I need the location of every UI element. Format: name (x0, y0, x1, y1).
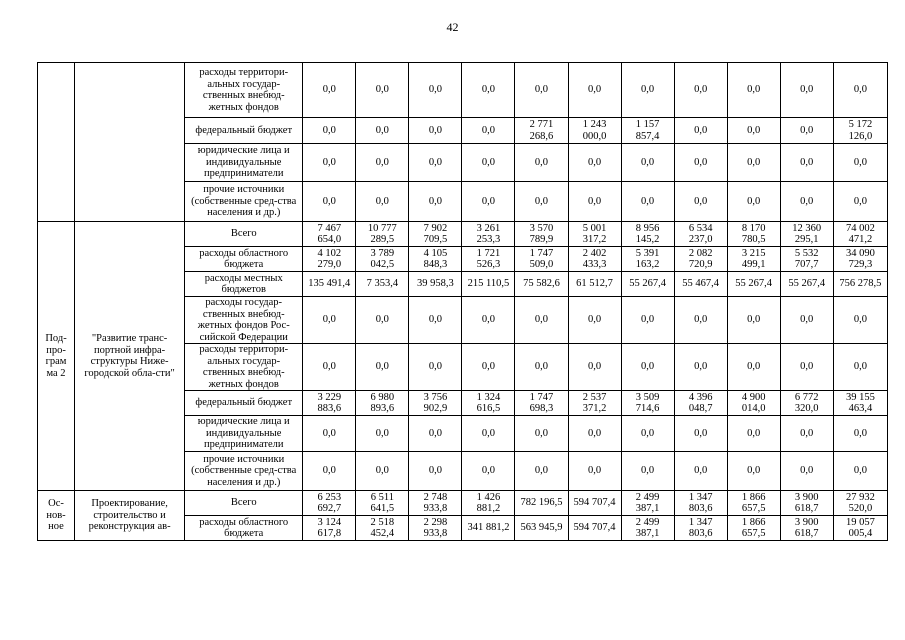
value-cell: 0,0 (356, 344, 409, 391)
value-cell: 34 090 729,3 (833, 247, 887, 272)
value-cell: 0,0 (833, 182, 887, 222)
value-cell: 7 353,4 (356, 272, 409, 297)
value-cell: 0,0 (515, 416, 568, 452)
funding-source-cell: федеральный бюджет (185, 391, 303, 416)
value-cell: 0,0 (515, 144, 568, 182)
value-cell: 0,0 (780, 344, 833, 391)
value-cell: 39 155 463,4 (833, 391, 887, 416)
table-row (38, 222, 888, 247)
value-cell: 0,0 (674, 182, 727, 222)
value-cell: 6 253 692,7 (303, 491, 356, 516)
funding-source-cell: федеральный бюджет (185, 118, 303, 144)
value-cell: 3 261 253,3 (462, 222, 515, 247)
program-label-cell (38, 63, 75, 222)
funding-source-cell: Всего (185, 491, 303, 516)
funding-source-cell: юридические лица и индивидуальные предприниматели (185, 416, 303, 452)
value-cell: 2 499 387,1 (621, 491, 674, 516)
value-cell: 4 396 048,7 (674, 391, 727, 416)
value-cell: 0,0 (462, 297, 515, 344)
value-cell: 4 900 014,0 (727, 391, 780, 416)
value-cell: 0,0 (303, 297, 356, 344)
value-cell: 0,0 (833, 297, 887, 344)
value-cell: 0,0 (409, 416, 462, 452)
value-cell: 756 278,5 (833, 272, 887, 297)
value-cell: 215 110,5 (462, 272, 515, 297)
value-cell: 0,0 (833, 63, 887, 118)
value-cell: 0,0 (303, 182, 356, 222)
value-cell: 5 172 126,0 (833, 118, 887, 144)
value-cell: 2 518 452,4 (356, 516, 409, 541)
value-cell: 0,0 (303, 144, 356, 182)
value-cell: 0,0 (780, 297, 833, 344)
value-cell: 0,0 (303, 452, 356, 491)
value-cell: 341 881,2 (462, 516, 515, 541)
value-cell: 0,0 (674, 416, 727, 452)
value-cell: 0,0 (621, 452, 674, 491)
value-cell: 2 748 933,8 (409, 491, 462, 516)
value-cell: 0,0 (356, 118, 409, 144)
value-cell: 55 267,4 (621, 272, 674, 297)
funding-source-cell: прочие источники (собственные сред-ства населения и др.) (185, 452, 303, 491)
value-cell: 0,0 (727, 144, 780, 182)
value-cell: 0,0 (727, 63, 780, 118)
value-cell: 0,0 (674, 63, 727, 118)
value-cell: 0,0 (833, 416, 887, 452)
value-cell: 0,0 (409, 344, 462, 391)
value-cell: 2 537 371,2 (568, 391, 621, 416)
value-cell: 7 902 709,5 (409, 222, 462, 247)
value-cell: 0,0 (409, 297, 462, 344)
program-name-cell (75, 63, 185, 222)
value-cell: 0,0 (462, 182, 515, 222)
value-cell: 4 102 279,0 (303, 247, 356, 272)
value-cell: 0,0 (568, 344, 621, 391)
value-cell: 3 900 618,7 (780, 491, 833, 516)
value-cell: 0,0 (409, 118, 462, 144)
value-cell: 1 243 000,0 (568, 118, 621, 144)
value-cell: 0,0 (462, 452, 515, 491)
value-cell: 0,0 (515, 452, 568, 491)
value-cell: 0,0 (409, 144, 462, 182)
value-cell: 12 360 295,1 (780, 222, 833, 247)
value-cell: 1 426 881,2 (462, 491, 515, 516)
value-cell: 3 900 618,7 (780, 516, 833, 541)
value-cell: 0,0 (727, 118, 780, 144)
funding-source-cell: расходы государ-ственных внебюд-жетных фондов Рос-сийской Федерации (185, 297, 303, 344)
value-cell: 0,0 (515, 182, 568, 222)
value-cell: 0,0 (780, 182, 833, 222)
value-cell: 0,0 (727, 297, 780, 344)
funding-source-cell: юридические лица и индивидуальные предприниматели (185, 144, 303, 182)
value-cell: 0,0 (833, 144, 887, 182)
value-cell: 782 196,5 (515, 491, 568, 516)
value-cell: 0,0 (462, 63, 515, 118)
budget-table (37, 62, 888, 541)
subprogram-label: Под-про-грам ма 2 (38, 222, 75, 491)
value-cell: 0,0 (462, 416, 515, 452)
value-cell: 19 057 005,4 (833, 516, 887, 541)
value-cell: 0,0 (356, 416, 409, 452)
value-cell: 1 866 657,5 (727, 491, 780, 516)
page-number: 42 (446, 20, 459, 34)
value-cell: 2 402 433,3 (568, 247, 621, 272)
value-cell: 1 157 857,4 (621, 118, 674, 144)
value-cell: 0,0 (674, 118, 727, 144)
value-cell: 0,0 (568, 144, 621, 182)
table-row (38, 491, 888, 516)
value-cell: 563 945,9 (515, 516, 568, 541)
value-cell: 74 002 471,2 (833, 222, 887, 247)
value-cell: 0,0 (833, 452, 887, 491)
value-cell: 0,0 (462, 344, 515, 391)
value-cell: 7 467 654,0 (303, 222, 356, 247)
value-cell: 0,0 (727, 344, 780, 391)
value-cell: 0,0 (568, 182, 621, 222)
value-cell: 0,0 (727, 452, 780, 491)
value-cell: 0,0 (674, 297, 727, 344)
funding-source-cell: расходы областного бюджета (185, 247, 303, 272)
value-cell: 0,0 (356, 452, 409, 491)
value-cell: 61 512,7 (568, 272, 621, 297)
value-cell: 1 347 803,6 (674, 491, 727, 516)
value-cell: 0,0 (780, 416, 833, 452)
value-cell: 55 467,4 (674, 272, 727, 297)
value-cell: 0,0 (727, 182, 780, 222)
value-cell: 0,0 (568, 416, 621, 452)
value-cell: 0,0 (303, 416, 356, 452)
value-cell: 0,0 (621, 144, 674, 182)
value-cell: 8 170 780,5 (727, 222, 780, 247)
main-event-name: Проектирование, строительство и реконструкция ав- (75, 491, 185, 541)
value-cell: 0,0 (409, 63, 462, 118)
subprogram-name: "Развитие транс-портной инфра-структуры Нижe-городской обла-сти" (75, 222, 185, 491)
value-cell: 0,0 (462, 144, 515, 182)
value-cell: 3 215 499,1 (727, 247, 780, 272)
value-cell: 0,0 (727, 416, 780, 452)
value-cell: 0,0 (621, 416, 674, 452)
value-cell: 75 582,6 (515, 272, 568, 297)
value-cell: 0,0 (356, 182, 409, 222)
value-cell: 6 534 237,0 (674, 222, 727, 247)
value-cell: 6 511 641,5 (356, 491, 409, 516)
value-cell: 5 391 163,2 (621, 247, 674, 272)
value-cell: 6 772 320,0 (780, 391, 833, 416)
value-cell: 135 491,4 (303, 272, 356, 297)
value-cell: 594 707,4 (568, 516, 621, 541)
value-cell: 0,0 (303, 118, 356, 144)
value-cell: 3 789 042,5 (356, 247, 409, 272)
value-cell: 1 866 657,5 (727, 516, 780, 541)
funding-source-cell: Всего (185, 222, 303, 247)
value-cell: 2 082 720,9 (674, 247, 727, 272)
value-cell: 1 747 509,0 (515, 247, 568, 272)
value-cell: 27 932 520,0 (833, 491, 887, 516)
value-cell: 1 747 698,3 (515, 391, 568, 416)
value-cell: 5 001 317,2 (568, 222, 621, 247)
value-cell: 3 124 617,8 (303, 516, 356, 541)
value-cell: 4 105 848,3 (409, 247, 462, 272)
value-cell: 3 509 714,6 (621, 391, 674, 416)
value-cell: 3 570 789,9 (515, 222, 568, 247)
funding-source-cell: расходы территори-альных государ-ственных внебюд-жетных фондов (185, 63, 303, 118)
funding-source-cell: расходы территори-альных государ-ственных внебюд-жетных фондов (185, 344, 303, 391)
value-cell: 0,0 (515, 63, 568, 118)
value-cell: 55 267,4 (727, 272, 780, 297)
value-cell: 0,0 (621, 63, 674, 118)
table-row (38, 63, 888, 118)
value-cell: 6 980 893,6 (356, 391, 409, 416)
value-cell: 55 267,4 (780, 272, 833, 297)
value-cell: 1 721 526,3 (462, 247, 515, 272)
value-cell: 0,0 (303, 344, 356, 391)
value-cell: 39 958,3 (409, 272, 462, 297)
main-event-label: Ос-нов-ное (38, 491, 75, 541)
value-cell: 0,0 (303, 63, 356, 118)
value-cell: 0,0 (621, 182, 674, 222)
value-cell: 0,0 (674, 452, 727, 491)
value-cell: 5 532 707,7 (780, 247, 833, 272)
value-cell: 0,0 (568, 452, 621, 491)
value-cell: 594 707,4 (568, 491, 621, 516)
funding-source-cell: расходы местных бюджетов (185, 272, 303, 297)
value-cell: 0,0 (515, 297, 568, 344)
value-cell: 1 324 616,5 (462, 391, 515, 416)
value-cell: 3 229 883,6 (303, 391, 356, 416)
value-cell: 3 756 902,9 (409, 391, 462, 416)
value-cell: 0,0 (780, 63, 833, 118)
value-cell: 0,0 (621, 297, 674, 344)
value-cell: 2 771 268,6 (515, 118, 568, 144)
value-cell: 0,0 (515, 344, 568, 391)
value-cell: 0,0 (833, 344, 887, 391)
value-cell: 0,0 (674, 144, 727, 182)
funding-source-cell: прочие источники (собственные сред-ства населения и др.) (185, 182, 303, 222)
value-cell: 0,0 (356, 297, 409, 344)
value-cell: 10 777 289,5 (356, 222, 409, 247)
value-cell: 2 499 387,1 (621, 516, 674, 541)
value-cell: 0,0 (780, 144, 833, 182)
funding-source-cell: расходы областного бюджета (185, 516, 303, 541)
value-cell: 0,0 (621, 344, 674, 391)
value-cell: 0,0 (780, 118, 833, 144)
value-cell: 0,0 (674, 344, 727, 391)
value-cell: 0,0 (568, 63, 621, 118)
value-cell: 8 956 145,2 (621, 222, 674, 247)
value-cell: 0,0 (409, 452, 462, 491)
value-cell: 0,0 (568, 297, 621, 344)
value-cell: 0,0 (409, 182, 462, 222)
value-cell: 2 298 933,8 (409, 516, 462, 541)
value-cell: 0,0 (780, 452, 833, 491)
value-cell: 0,0 (356, 63, 409, 118)
value-cell: 0,0 (462, 118, 515, 144)
value-cell: 0,0 (356, 144, 409, 182)
value-cell: 1 347 803,6 (674, 516, 727, 541)
